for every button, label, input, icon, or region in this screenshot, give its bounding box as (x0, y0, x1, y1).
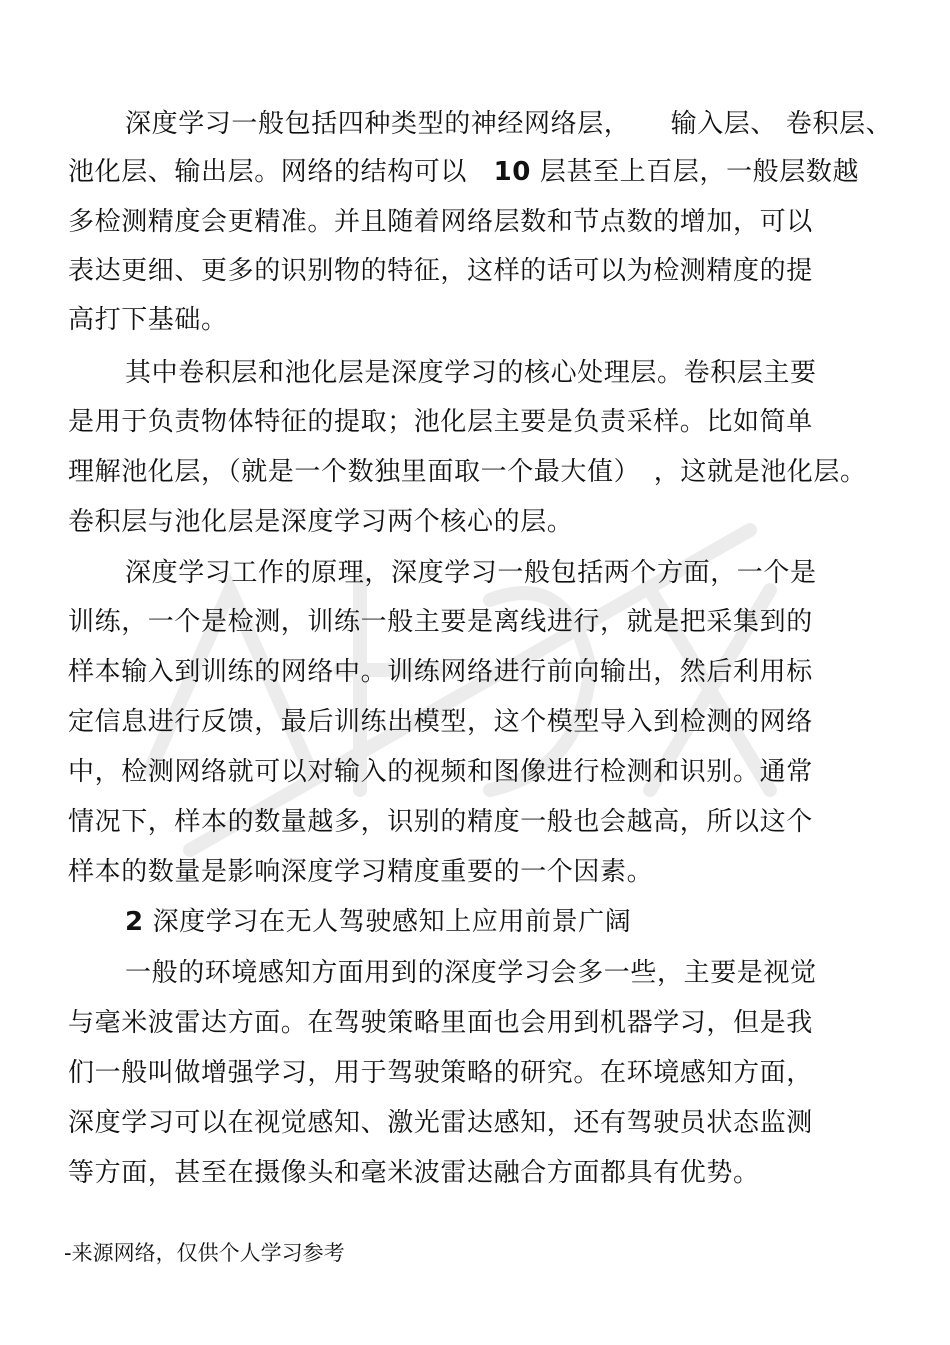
paragraph-4-line-2: 与毫米波雷达方面。在驾驶策略里面也会用到机器学习，但是我 (68, 1008, 813, 1038)
paragraph-1-line-5: 高打下基础。 (68, 305, 228, 335)
paragraph-4-line-3: 们一般叫做增强学习，用于驾驶策略的研究。在环境感知方面， (68, 1058, 813, 1088)
section-number: 2 (125, 907, 144, 937)
paragraph-3-line-5: 中，检测网络就可以对输入的视频和图像进行检测和识别。通常 (68, 757, 813, 787)
paragraph-4-line-4: 深度学习可以在视觉感知、激光雷达感知，还有驾驶员状态监测 (68, 1108, 813, 1138)
paragraph-4-line-5: 等方面，甚至在摄像头和毫米波雷达融合方面都具有优势。 (68, 1158, 760, 1188)
section-title: 深度学习在无人驾驶感知上应用前景广阔 (152, 907, 632, 937)
paragraph-2-line-1: 其中卷积层和池化层是深度学习的核心处理层。卷积层主要 (125, 358, 817, 388)
section-heading (125, 904, 631, 940)
paragraph-3-line-1: 深度学习工作的原理，深度学习一般包括两个方面，一个是 (125, 558, 817, 588)
paragraph-1-line-2 (68, 154, 859, 190)
paragraph-3-line-3: 样本输入到训练的网络中。训练网络进行前向输出，然后利用标 (68, 657, 813, 687)
footer-note: -来源网络，仅供个人学习参考 (64, 1241, 345, 1265)
paragraph-2-line-4: 卷积层与池化层是深度学习两个核心的层。 (68, 507, 574, 537)
paragraph-1-line-3: 多检测精度会更精准。并且随着网络层数和节点数的增加，可以 (68, 207, 813, 237)
paragraph-2-line-3: 理解池化层，（就是一个数独里面取一个最大值） ，这就是池化层。 (68, 457, 867, 487)
paragraph-3-line-6: 情况下，样本的数量越多，识别的精度一般也会越高，所以这个 (68, 807, 813, 837)
paragraph-3-line-4: 定信息进行反馈，最后训练出模型，这个模型导入到检测的网络 (68, 707, 813, 737)
paragraph-1-line-4: 表达更细、更多的识别物的特征，这样的话可以为检测精度的提 (68, 256, 813, 286)
paragraph-3-line-2: 训练，一个是检测，训练一般主要是离线进行，就是把采集到的 (68, 607, 813, 637)
layer-count-number: 10 (493, 157, 531, 187)
paragraph-3-line-7: 样本的数量是影响深度学习精度重要的一个因素。 (68, 857, 654, 887)
paragraph-2-line-2: 是用于负责物体特征的提取；池化层主要是负责采样。比如简单 (68, 407, 813, 437)
paragraph-1-line-2-part-a: 池化层、输出层。网络的结构可以 10 层甚至上百层，一般层数越 (68, 157, 860, 187)
paragraph-1-line-1: 深度学习一般包括四种类型的神经网络层， 输入层、 卷积层、 (125, 109, 893, 139)
paragraph-4-line-1: 一般的环境感知方面用到的深度学习会多一些，主要是视觉 (125, 958, 817, 988)
